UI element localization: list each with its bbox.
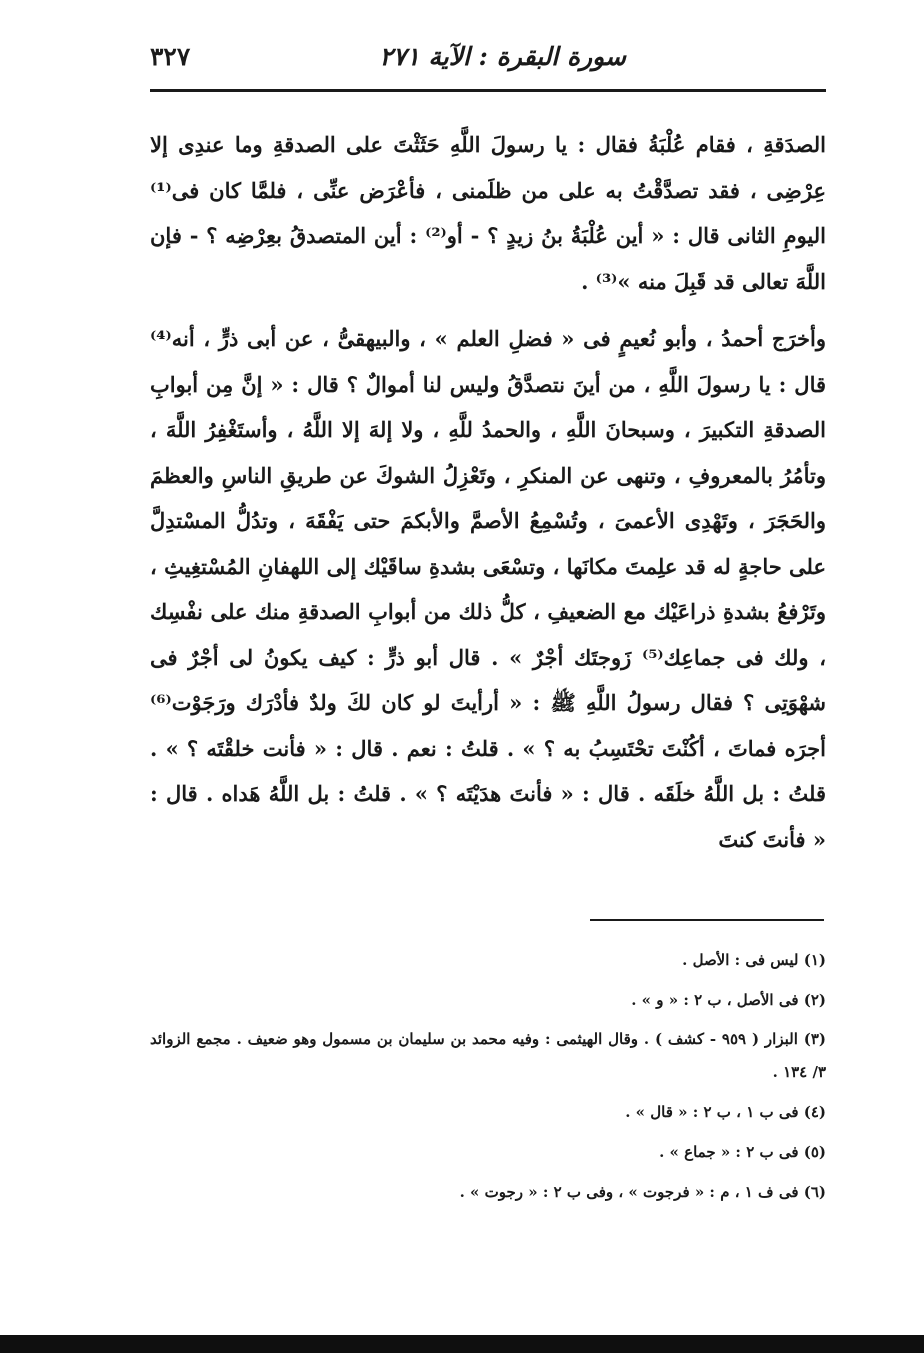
paragraph-1: الصدَقةِ ، فقام عُلْبَةُ فقال : يا رسولَ اللَّهِ حَثَثْتَ على الصدقةِ وما عندِى إلا عِرْضِى ، فقد تصدَّقْتُ به على من ظلَمنى ، فأعْرَض عنِّى ، فلمَّا كان فى⁽¹⁾ اليومِ الثانى قال : « أين عُلْبَةُ بنُ زيدٍ ؟ - أو⁽²⁾ : أين المتصدقُ بعِرْضِه ؟ - فإن اللَّهَ تعالى قد قَبِلَ منه »⁽³⁾ . xyxy=(150,132,826,294)
scan-edge-bar xyxy=(0,1335,924,1353)
header-rule xyxy=(150,89,826,92)
page-number: ٣٢٧ xyxy=(150,42,191,71)
footnote-3: (٣) البزار ( ٩٥٩ - كشف ) . وقال الهيثمى : وفيه محمد بن سليمان بن مسمول وهو ضعيف . مجمع الزوائد ٣/ ١٣٤ . xyxy=(150,1030,826,1081)
main-text xyxy=(150,122,826,862)
running-title: سورة البقرة : الآية ٢٧١ xyxy=(379,42,626,71)
footnotes xyxy=(150,940,826,1212)
page-header xyxy=(150,40,826,80)
footnote-separator xyxy=(590,919,824,921)
footnote-5: (٥) فى ب ٢ : « جماع » . xyxy=(659,1143,826,1161)
footnote-6: (٦) فى ف ١ ، م : « فرجوت » ، وفى ب ٢ : « رجوت » . xyxy=(459,1183,826,1201)
footnote-1: (١) ليس فى : الأصل . xyxy=(682,951,826,969)
footnote-2: (٢) فى الأصل ، ب ٢ : « و » . xyxy=(631,991,826,1009)
footnote-4: (٤) فى ب ١ ، ب ٢ : « قال » . xyxy=(625,1103,826,1121)
paragraph-2: وأخرَج أحمدُ ، وأبو نُعيمٍ فى « فضلِ العلم » ، والبيهقىُّ ، عن أبى ذرٍّ ، أنه⁽⁴⁾ قال : يا رسولَ اللَّهِ ، من أينَ نتصدَّقُ وليس لنا أموالٌ ؟ قال : « إنَّ مِن أبوابِ الصدقةِ التكبيرَ ، وسبحانَ اللَّهِ ، والحمدُ للَّهِ ، ولا إلهَ إلا اللَّهُ ، وأستَغْفِرُ اللَّهَ ، وتأمُرُ بالمعروفِ ، وتنهى عن المنكرِ ، وتَعْزِلُ الشوكَ عن طريقِ الناسِ والعظمَ والحَجَرَ ، وتَهْدِى الأعمىَ ، وتُسْمِعُ الأصمَّ والأبكمَ حتى يَفْقَهَ ، وتدُلُّ المسْتدِلَّ على حاجةٍ له قد علِمتَ مكانَها ، وتسْعَى بشدةِ ساقَيْك إلى اللهفانِ المُسْتغِيثِ ، وتَرْفعُ بشدةِ ذراعَيْك مع الضعيفِ ، كلُّ ذلك من أبوابِ الصدقةِ منك على نفْسِك ، ولك فى جماعِك⁽⁵⁾ زَوجتَك أجْرٌ » . قال أبو ذرٍّ : كيف يكونُ لى أجْرٌ فى شهْوَتِى ؟ فقال رسولُ اللَّهِ ﷺ : « أرأيتَ لو كان لكَ ولدٌ فأدْرَك ورَجَوْت⁽⁶⁾ أجرَه فماتَ ، أكُنْتَ تحْتَسِبُ به ؟ » . قلتُ : نعم . قال : « فأنت خلقْتَه ؟ » . قلتُ : بل اللَّهُ خلَقَه . قال : « فأنتَ هدَيْتَه ؟ » . قلتُ : بل اللَّهُ هَداه . قال : « فأنتَ كنتَ xyxy=(150,326,827,852)
